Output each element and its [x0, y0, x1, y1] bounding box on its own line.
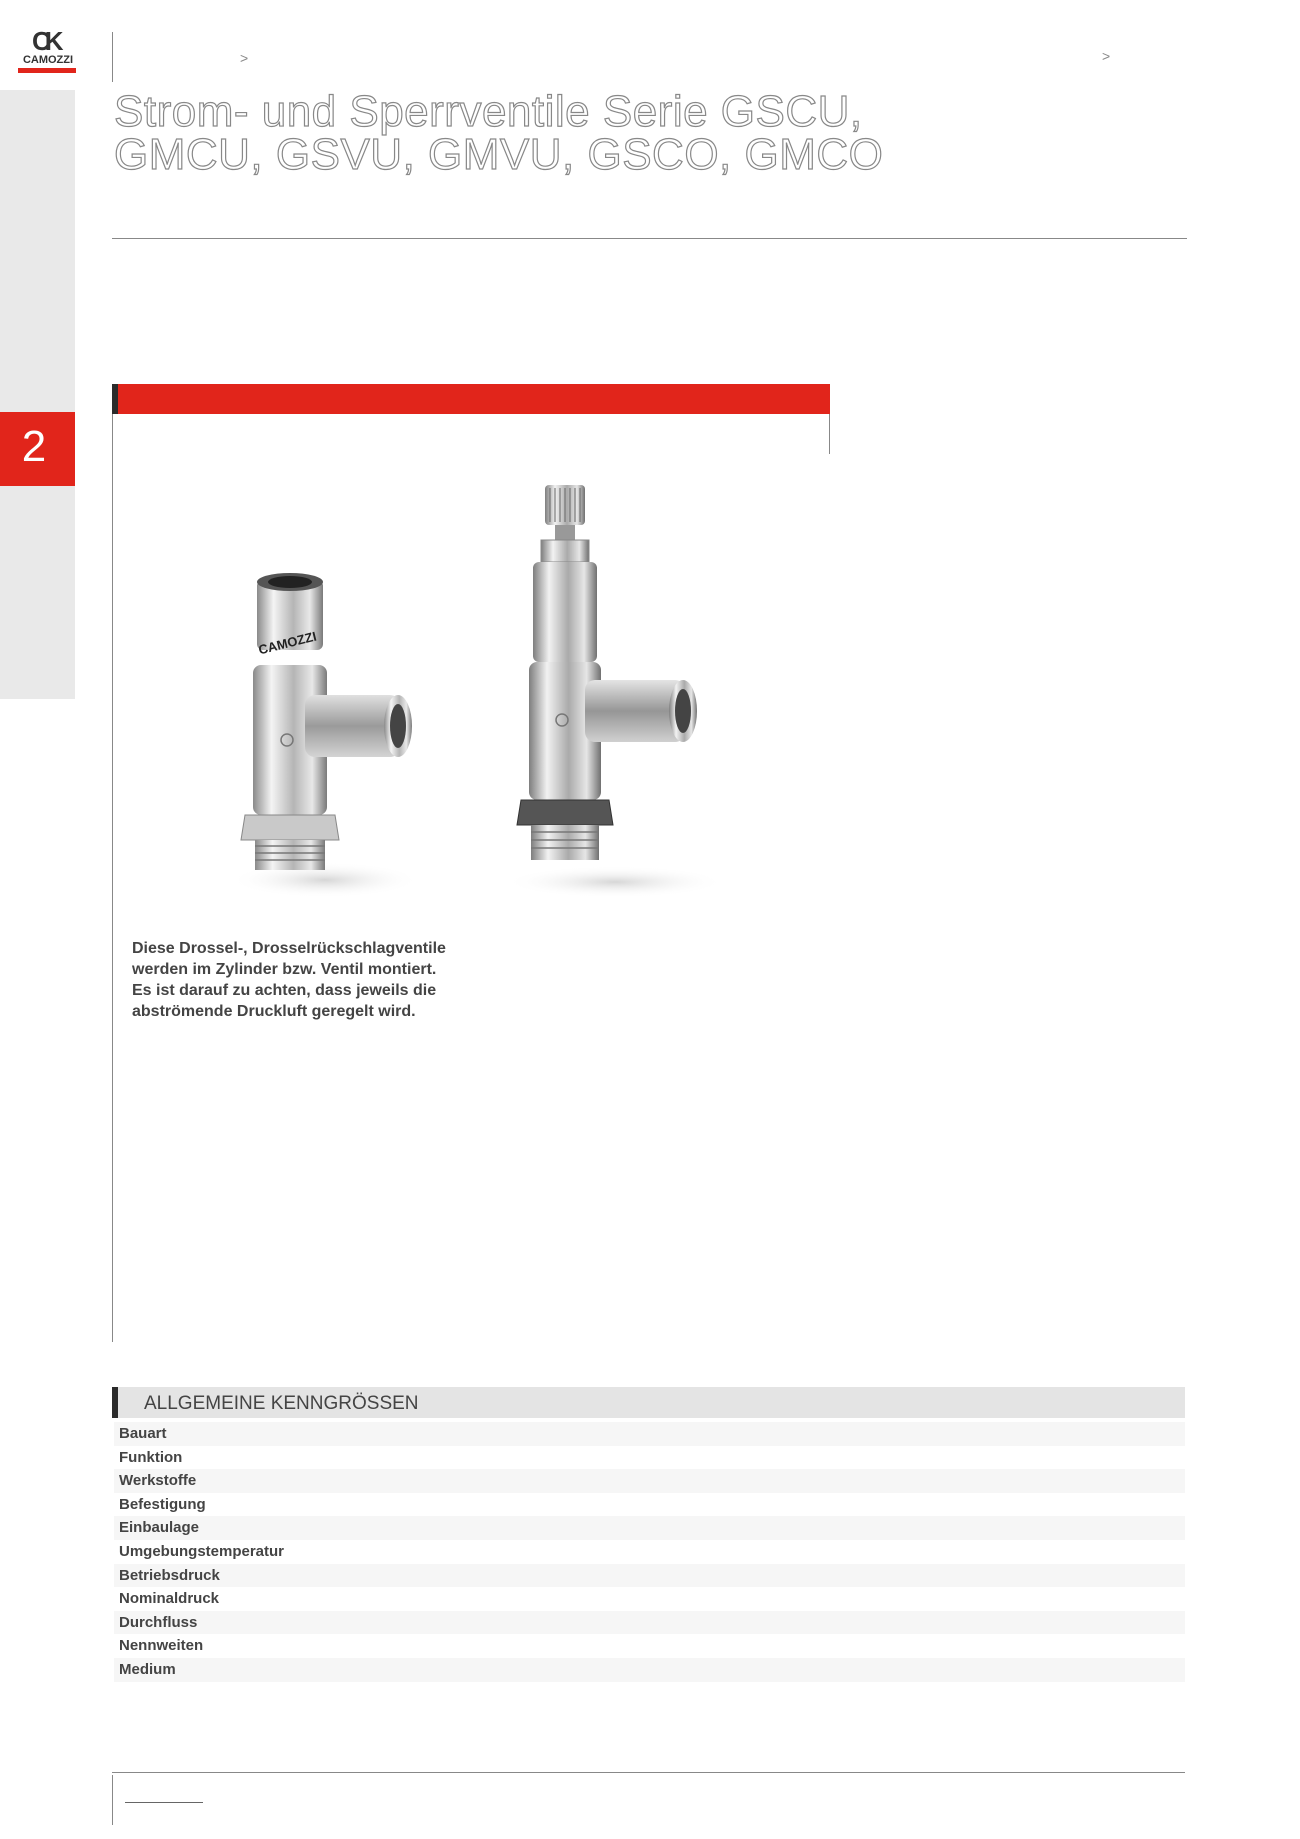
table-row-einbaulage: Einbaulage — [114, 1516, 1185, 1540]
table-row-werkstoffe: Werkstoffe — [114, 1469, 1185, 1493]
product-image-knurled-valve — [505, 480, 735, 900]
side-panel-bottom — [0, 486, 75, 699]
table-row-befestigung: Befestigung — [119, 1495, 206, 1513]
table-row-medium: Medium — [114, 1658, 1185, 1682]
camozzi-logo — [18, 28, 80, 76]
product-image-small-valve — [235, 570, 435, 900]
description-line-4: abströmende Druckluft geregelt wird. — [132, 1003, 416, 1020]
breadcrumb-arrow-right[interactable]: > — [1102, 48, 1111, 64]
logo-mark: CK — [32, 26, 58, 56]
table-row-betriebsdruck: Betriebsdruck — [114, 1564, 1185, 1588]
section-tab[interactable] — [0, 412, 75, 486]
footer-mark — [125, 1802, 203, 1803]
title-underline — [112, 238, 1187, 239]
logo-red-bar — [18, 68, 76, 73]
table-row-durchfluss: Durchfluss — [114, 1611, 1185, 1635]
table-row-umgebungstemperatur: Umgebungstemperatur — [119, 1542, 285, 1560]
side-panel-top — [0, 90, 75, 412]
section-banner — [112, 384, 830, 414]
table-row-nennweiten: Nennweiten — [119, 1637, 204, 1655]
logo-wordmark: CAMOZZI — [22, 54, 74, 66]
table-row-bauart: Bauart — [114, 1422, 1185, 1446]
page-title — [114, 87, 1014, 179]
section-banner-edge — [112, 384, 118, 414]
table-row-nominaldruck: Nominaldruck — [119, 1590, 220, 1608]
footer-divider — [112, 1775, 113, 1825]
section-number: 2 — [21, 422, 47, 471]
description-line-3: Es ist darauf zu achten, dass jeweils die — [132, 982, 437, 999]
table-row-funktion: Funktion — [119, 1448, 183, 1466]
breadcrumb-arrow-left[interactable]: > — [240, 50, 249, 66]
banner-drop-line — [829, 414, 830, 454]
description-line-2: werden im Zylinder bzw. Ventil montiert. — [132, 961, 437, 978]
header-divider — [112, 32, 113, 82]
general-table — [114, 1422, 1185, 1682]
page-title-line-2: GMCU, GSVU, GMVU, GSCO, GMCO — [114, 130, 884, 179]
content-divider — [112, 412, 113, 1342]
general-table-title: ALLGEMEINE KENNGRÖSSEN — [144, 1393, 419, 1414]
footer-rule — [112, 1772, 1185, 1773]
product-description — [132, 938, 492, 1022]
general-table-header-edge — [112, 1387, 118, 1418]
page-title-line-1: Strom- und Sperrventile Serie GSCU, — [114, 87, 863, 136]
product-logo-text: CAMOZZI — [256, 628, 318, 658]
description-line-1: Diese Drossel-, Drosselrückschlagventile — [132, 940, 446, 957]
